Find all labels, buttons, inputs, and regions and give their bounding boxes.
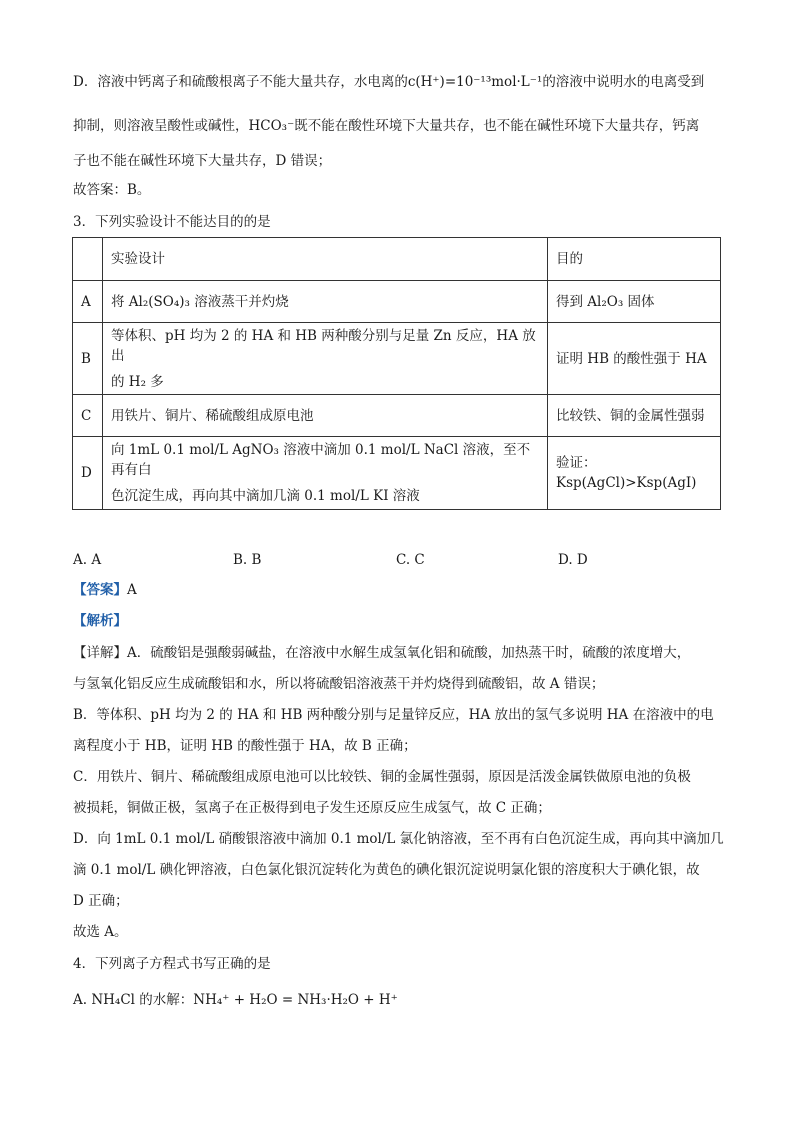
table-row [73, 437, 721, 510]
explanation-line: 被损耗，铜做正极，氢离子在正极得到电子发生还原反应生成氢气，故 C 正确； [73, 800, 551, 816]
option-a-equation: NH₄⁺ + H₂O = NH₃·H₂O + H⁺ [193, 992, 398, 1008]
explanation-line: 滴 0.1 mol/L 碘化钾溶液，白色氯化银沉淀转化为黄色的碘化银沉淀说明氯化银的溶度积大于碘化银，故 [73, 862, 700, 878]
text-span: 抑制，则溶液呈酸性或碱性， [73, 118, 249, 134]
table-header-goal: 目的 [548, 238, 721, 281]
row-goal: 证明 HB 的酸性强于 HA [548, 323, 721, 395]
answer-line [73, 580, 137, 600]
design-line: 向 1mL 0.1 mol/L AgNO₃ 溶液中滴加 0.1 mol/L NaCl 溶液，至不再有白 [111, 442, 531, 478]
row-label: C [73, 395, 103, 437]
option-a-prefix: A. NH₄Cl 的水解： [73, 992, 194, 1008]
analysis-label: 【解析】 [73, 613, 127, 629]
paragraph-line [73, 72, 704, 92]
experiment-table [72, 237, 721, 510]
row-goal: 得到 Al₂O₃ 固体 [548, 281, 721, 323]
row-design: 将 Al₂(SO₄)₃ 溶液蒸干并灼烧 [103, 281, 548, 323]
row-goal: 比较铁、铜的金属性强弱 [548, 395, 721, 437]
row-design: 用铁片、铜片、稀硫酸组成原电池 [103, 395, 548, 437]
option-d[interactable]: D. D [558, 552, 588, 568]
table-row [73, 395, 721, 437]
formula-h-concentration: c(H⁺)=10⁻¹³mol·L⁻¹ [407, 74, 543, 90]
table-row [73, 323, 721, 395]
row-label: B [73, 323, 103, 395]
explanation-line: C．用铁片、铜片、稀硫酸组成原电池可以比较铁、铜的金属性强弱，原因是活泼金属铁做原电池的负极 [73, 769, 691, 785]
row-design [103, 437, 548, 510]
explanation-line: D．向 1mL 0.1 mol/L 硝酸银溶液中滴加 0.1 mol/L 氯化钠溶液，至不再有白色沉淀生成，再向其中滴加几 [73, 831, 724, 847]
text-span: 的溶液中说明水的电离受到 [542, 74, 705, 90]
option-row [73, 550, 733, 570]
design-line: 等体积、pH 均为 2 的 HA 和 HB 两种酸分别与足量 Zn 反应，HA 放出 [111, 327, 536, 364]
table-header-row [73, 238, 721, 281]
paragraph-line [73, 116, 699, 136]
explanation-line: 离程度小于 HB，证明 HB 的酸性强于 HA，故 B 正确； [73, 738, 417, 754]
explanation-line: B．等体积、pH 均为 2 的 HA 和 HB 两种酸分别与足量锌反应，HA 放出的氢气多说明 HA 在溶液中的电 [73, 707, 714, 723]
explanation-line: D 正确； [73, 893, 129, 909]
explanation-line: 故选 A。 [73, 924, 128, 940]
table-cell [73, 238, 103, 281]
row-goal: 验证：Ksp(AgCl)>Ksp(AgI) [548, 437, 721, 510]
option-b[interactable]: B. B [233, 552, 262, 568]
table-header-design: 实验设计 [103, 238, 548, 281]
option-line [73, 990, 398, 1010]
text-span: D．溶液中钙离子和硫酸根离子不能大量共存，水电离的 [73, 74, 408, 90]
analysis-label-line [73, 611, 127, 631]
explanation-text: A．硫酸铝是强酸弱碱盐，在溶液中水解生成氢氧化铝和硫酸，加热蒸干时，硫酸的浓度增大， [127, 645, 691, 661]
row-design [103, 323, 548, 395]
detail-label: 【详解】 [73, 645, 127, 661]
formula-bicarbonate: HCO₃⁻ [248, 118, 295, 134]
table-row [73, 281, 721, 323]
design-line: 色沉淀生成，再向其中滴加几滴 0.1 mol/L KI 溶液 [111, 488, 420, 504]
answer-value: A [127, 582, 137, 598]
row-label: A [73, 281, 103, 323]
answer-label: 【答案】 [73, 582, 127, 598]
question-stem: 3．下列实验设计不能达目的的是 [73, 214, 271, 230]
paragraph-line: 子也不能在碱性环境下大量共存，D 错误； [73, 153, 332, 169]
option-a[interactable]: A. A [73, 552, 102, 568]
design-line: 的 H₂ 多 [111, 373, 164, 390]
option-c[interactable]: C. C [396, 552, 425, 568]
text-span: 既不能在酸性环境下大量共存，也不能在碱性环境下大量共存，钙离 [294, 118, 700, 134]
explanation-line: 与氢氧化铝反应生成硫酸铝和水，所以将硫酸铝溶液蒸干并灼烧得到硫酸铝，故 A 错误； [73, 676, 605, 692]
explanation-line [73, 643, 690, 663]
paragraph-line: 故答案：B。 [73, 182, 151, 198]
question-stem: 4．下列离子方程式书写正确的是 [73, 956, 271, 972]
row-label: D [73, 437, 103, 510]
